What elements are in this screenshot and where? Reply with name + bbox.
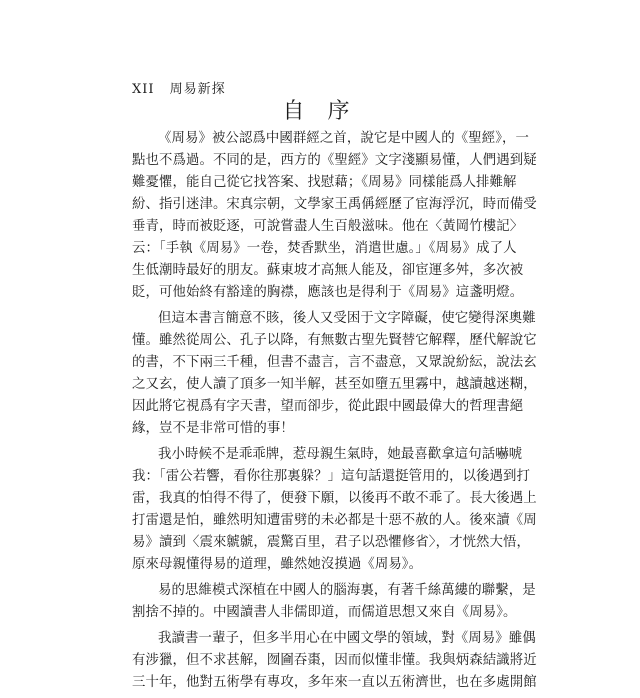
page-title: 自 序 [282, 99, 358, 124]
page-number: XII [132, 82, 155, 97]
text-line: 貶，可他始終有豁達的胸襟，應該也是得利于《周易》這盞明燈。 [132, 285, 524, 300]
paragraph [132, 308, 537, 440]
text-line: 難憂懼，能自己從它找答案、找慰藉；《周易》同樣能爲人排難解 [132, 175, 517, 190]
text-line: 懂。雖然從周公、孔子以降，有無數古聖先賢替它解釋，歷代解說它 [132, 333, 537, 348]
text-line: 打雷還是怕，雖然明知遭雷劈的未必都是十惡不赦的人。後來讀《周 [132, 513, 537, 528]
text-line: 原來母親懂得易的道理，雖然她沒摸過《周易》。 [132, 557, 423, 572]
paragraph [132, 628, 537, 694]
text-line: 點也不爲過。不同的是，西方的《聖經》文字淺顯易懂，人們遇到疑 [132, 153, 537, 168]
text-line: 之又玄，使人讀了頂多一知半解，甚至如墮五里霧中，越讀越迷糊， [132, 377, 537, 392]
text-line: 《周易》被公認爲中國群經之首，說它是中國人的《聖經》，一 [158, 131, 530, 146]
text-line: 三十年，他對五術學有專攻，多年來一直以五術濟世，也在多處開館 [132, 675, 537, 690]
paragraph [132, 444, 537, 576]
paragraph [132, 580, 536, 624]
paragraph [132, 128, 537, 304]
text-line: 生低潮時最好的朋友。蘇東坡才高無人能及，卻宦運多舛，多次被 [132, 263, 524, 278]
text-line: 割捨不掉的。中國讀書人非儒即道，而儒道思想又來自《周易》。 [132, 605, 517, 620]
text-line: 垂青，時而被貶逐，可說嘗盡人生百般滋味。他在〈黃岡竹樓記〉 [132, 219, 524, 234]
text-line: 我小時候不是乖乖牌，惹母親生氣時，她最喜歡拿這句話嚇唬 [158, 447, 523, 462]
body-text [132, 128, 537, 698]
text-line: 我讀書一輩子，但多半用心在中國文學的領域，對《周易》雖偶 [158, 631, 536, 646]
text-line: 易》讀到〈震來虩虩，震驚百里，君子以恐懼修省〉，才恍然大悟， [132, 535, 531, 550]
text-line: 云：「手執《周易》一卷，焚香默坐，消遣世慮。」《周易》成了人 [132, 241, 517, 256]
text-line: 因此將它視爲有字天書，望而卻步，從此跟中國最偉大的哲理書絕 [132, 399, 524, 414]
text-line: 易的思維模式深植在中國人的腦海裏，有著千絲萬縷的聯繫，是 [158, 583, 536, 598]
book-title: 周易新探 [169, 82, 226, 97]
text-line: 的書，不下兩三千種，但書不盡言，言不盡意，又眾說紛紜，說法玄 [132, 355, 537, 370]
text-line: 雷，我真的怕得不得了，便發下願，以後再不敢不乖了。長大後遇上 [132, 491, 537, 506]
text-line: 我：「雷公若響，看你往那裏躲？」這句話還挺管用的，以後遇到打 [132, 469, 531, 484]
text-line: 但這本書言簡意不賅，後人又受困于文字障礙，使它變得深奧難 [158, 311, 536, 326]
text-line: 有涉獵，但不求甚解，囫圇吞棗，因而似懂非懂。我與炳森結識將近 [132, 653, 537, 668]
text-line: 紛、指引迷津。宋真宗朝，文學家王禹偁經歷了宦海浮沉，時而備受 [132, 197, 537, 212]
text-line: 緣，豈不是非常可惜的事！ [132, 421, 294, 436]
